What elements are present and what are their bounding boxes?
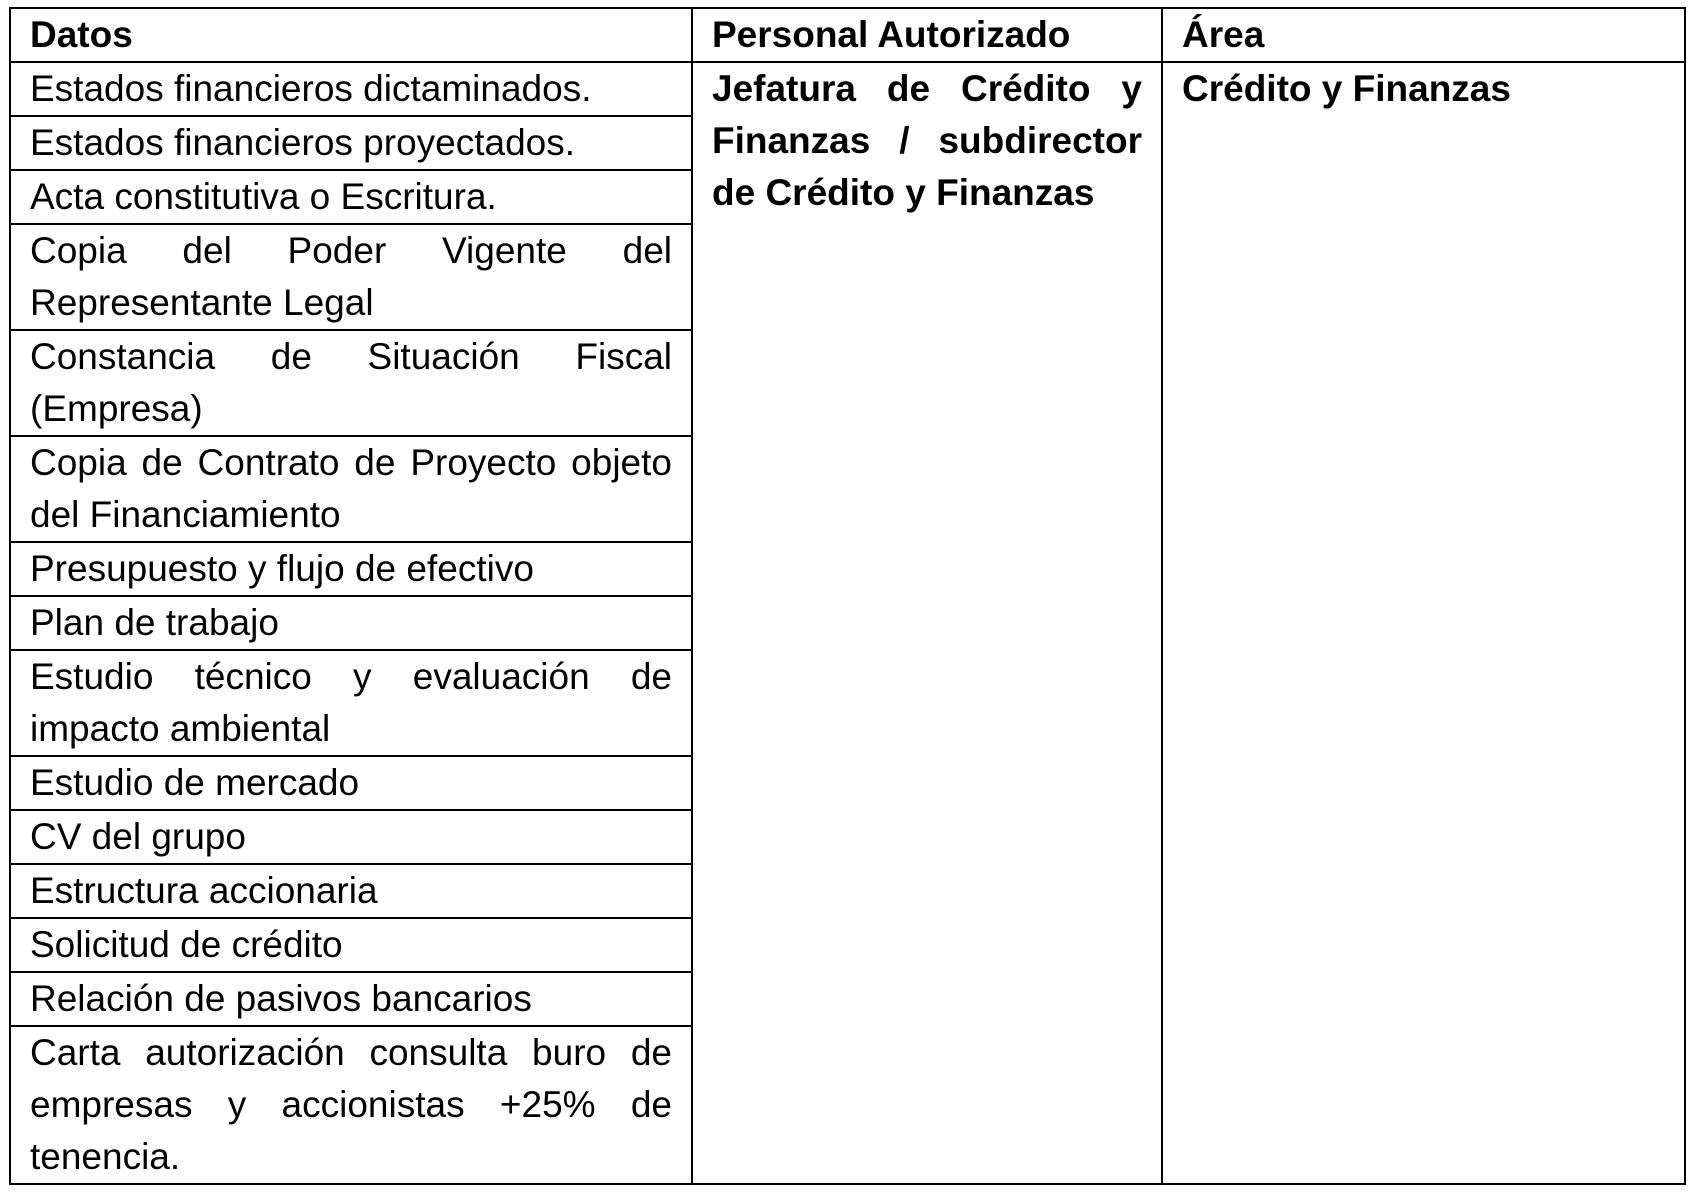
datos-cell: Estudio técnico y evaluación de impacto ambiental (10, 650, 692, 756)
header-area: Área (1162, 8, 1685, 62)
datos-cell: Estructura accionaria (10, 864, 692, 918)
header-row (10, 8, 1685, 62)
datos-cell: Plan de trabajo (10, 596, 692, 650)
datos-cell: Estados financieros dictaminados. (10, 62, 692, 116)
datos-cell: Estados financieros proyectados. (10, 116, 692, 170)
documents-table (9, 7, 1686, 1185)
datos-cell: Copia de Contrato de Proyecto objeto del Financiamiento (10, 436, 692, 542)
datos-cell: Constancia de Situación Fiscal (Empresa) (10, 330, 692, 436)
table-row (10, 62, 1685, 116)
header-personal-autorizado: Personal Autorizado (692, 8, 1162, 62)
datos-cell: Relación de pasivos bancarios (10, 972, 692, 1026)
datos-cell: Copia del Poder Vigente del Representante Legal (10, 224, 692, 330)
area-cell: Crédito y Finanzas (1162, 62, 1685, 1184)
datos-cell: Carta autorización consulta buro de empresas y accionistas +25% de tenencia. (10, 1026, 692, 1184)
datos-cell: CV del grupo (10, 810, 692, 864)
datos-cell: Solicitud de crédito (10, 918, 692, 972)
datos-cell: Acta constitutiva o Escritura. (10, 170, 692, 224)
datos-cell: Presupuesto y flujo de efectivo (10, 542, 692, 596)
header-datos: Datos (10, 8, 692, 62)
personal-autorizado-cell: Jefatura de Crédito y Finanzas / subdirector de Crédito y Finanzas (692, 62, 1162, 1184)
datos-cell: Estudio de mercado (10, 756, 692, 810)
